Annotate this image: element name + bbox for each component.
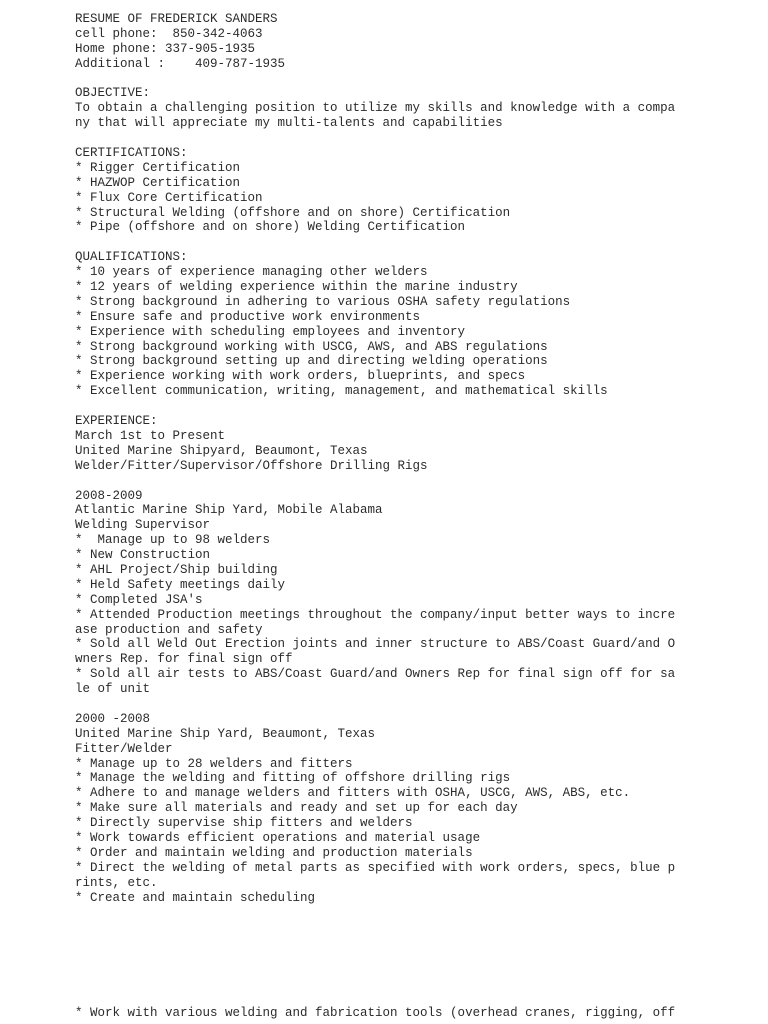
job-item: * Order and maintain welding and production materials bbox=[75, 845, 473, 860]
spacer bbox=[75, 474, 765, 489]
spacer bbox=[75, 72, 765, 87]
job-item: * Sold all Weld Out Erection joints and inner structure to ABS/Coast Guard/and O bbox=[75, 637, 676, 652]
job-item: ase production and safety bbox=[75, 622, 263, 637]
cell-phone: cell phone: 850-342-4063 bbox=[75, 26, 263, 41]
job-item: * Adhere to and manage welders and fitters with OSHA, USCG, AWS, ABS, etc. bbox=[75, 786, 631, 801]
spacer bbox=[75, 697, 765, 712]
job-title: Fitter/Welder bbox=[75, 741, 173, 756]
job-item: * Attended Production meetings throughout the company/input better ways to incre bbox=[75, 607, 676, 622]
job-item: * AHL Project/Ship building bbox=[75, 562, 278, 577]
experience-heading: EXPERIENCE: bbox=[75, 414, 158, 429]
spacer bbox=[75, 399, 765, 414]
job-company: United Marine Shipyard, Beaumont, Texas bbox=[75, 443, 368, 458]
spacer bbox=[75, 235, 765, 250]
resume-title: RESUME OF FREDERICK SANDERS bbox=[75, 12, 278, 26]
home-phone: Home phone: 337-905-1935 bbox=[75, 41, 256, 56]
certification-item: * Pipe (offshore and on shore) Welding Certification bbox=[75, 220, 466, 235]
job-dates: 2000 -2008 bbox=[75, 711, 151, 726]
job-dates: 2008-2009 bbox=[75, 488, 143, 503]
qualification-item: * Excellent communication, writing, management, and mathematical skills bbox=[75, 384, 608, 399]
job-item: * Direct the welding of metal parts as specified with work orders, specs, blue p bbox=[75, 860, 676, 875]
qualifications-heading: QUALIFICATIONS: bbox=[75, 250, 188, 265]
objective-heading: OBJECTIVE: bbox=[75, 86, 151, 101]
job-item: * Completed JSA's bbox=[75, 592, 203, 607]
certifications-heading: CERTIFICATIONS: bbox=[75, 146, 188, 161]
job-item: rints, etc. bbox=[75, 875, 158, 890]
job-item: le of unit bbox=[75, 682, 151, 697]
job-item: * Sold all air tests to ABS/Coast Guard/and Owners Rep for final sign off for sa bbox=[75, 667, 676, 682]
job-item: * Work towards efficient operations and material usage bbox=[75, 830, 481, 845]
certification-item: * Rigger Certification bbox=[75, 160, 241, 175]
job-dates: March 1st to Present bbox=[75, 428, 226, 443]
certification-item: * Flux Core Certification bbox=[75, 190, 263, 205]
job-company: Atlantic Marine Ship Yard, Mobile Alabama bbox=[75, 503, 383, 518]
qualification-item: * Strong background in adhering to various OSHA safety regulations bbox=[75, 294, 571, 309]
spacer bbox=[75, 131, 765, 146]
job-item: wners Rep. for final sign off bbox=[75, 652, 293, 667]
job-company: United Marine Ship Yard, Beaumont, Texas bbox=[75, 726, 376, 741]
resume-document bbox=[75, 12, 765, 905]
page-bottom-line: * Work with various welding and fabrication tools (overhead cranes, rigging, off bbox=[75, 1006, 676, 1020]
qualification-item: * Experience with scheduling employees and inventory bbox=[75, 324, 466, 339]
job-title: Welding Supervisor bbox=[75, 518, 211, 533]
job-item: * Manage up to 28 welders and fitters bbox=[75, 756, 353, 771]
qualification-item: * Strong background working with USCG, AWS, and ABS regulations bbox=[75, 339, 548, 354]
additional-phone: Additional : 409-787-1935 bbox=[75, 56, 286, 71]
certification-item: * HAZWOP Certification bbox=[75, 175, 241, 190]
qualification-item: * Experience working with work orders, blueprints, and specs bbox=[75, 369, 526, 384]
objective-line: ny that will appreciate my multi-talents and capabilities bbox=[75, 116, 503, 131]
job-title: Welder/Fitter/Supervisor/Offshore Drilling Rigs bbox=[75, 458, 428, 473]
objective-line: To obtain a challenging position to utilize my skills and knowledge with a compa bbox=[75, 101, 676, 116]
qualification-item: * Strong background setting up and directing welding operations bbox=[75, 354, 548, 369]
job-item: * Directly supervise ship fitters and welders bbox=[75, 816, 413, 831]
certification-item: * Structural Welding (offshore and on shore) Certification bbox=[75, 205, 511, 220]
job-item: * Create and maintain scheduling bbox=[75, 890, 316, 905]
qualification-item: * 12 years of welding experience within the marine industry bbox=[75, 280, 518, 295]
job-item: * Make sure all materials and ready and set up for each day bbox=[75, 801, 518, 816]
job-item: * Held Safety meetings daily bbox=[75, 577, 286, 592]
qualification-item: * Ensure safe and productive work environments bbox=[75, 309, 421, 324]
job-item: * Manage the welding and fitting of offshore drilling rigs bbox=[75, 771, 511, 786]
job-item: * Manage up to 98 welders bbox=[75, 533, 271, 548]
job-item: * New Construction bbox=[75, 548, 211, 563]
qualification-item: * 10 years of experience managing other welders bbox=[75, 265, 428, 280]
